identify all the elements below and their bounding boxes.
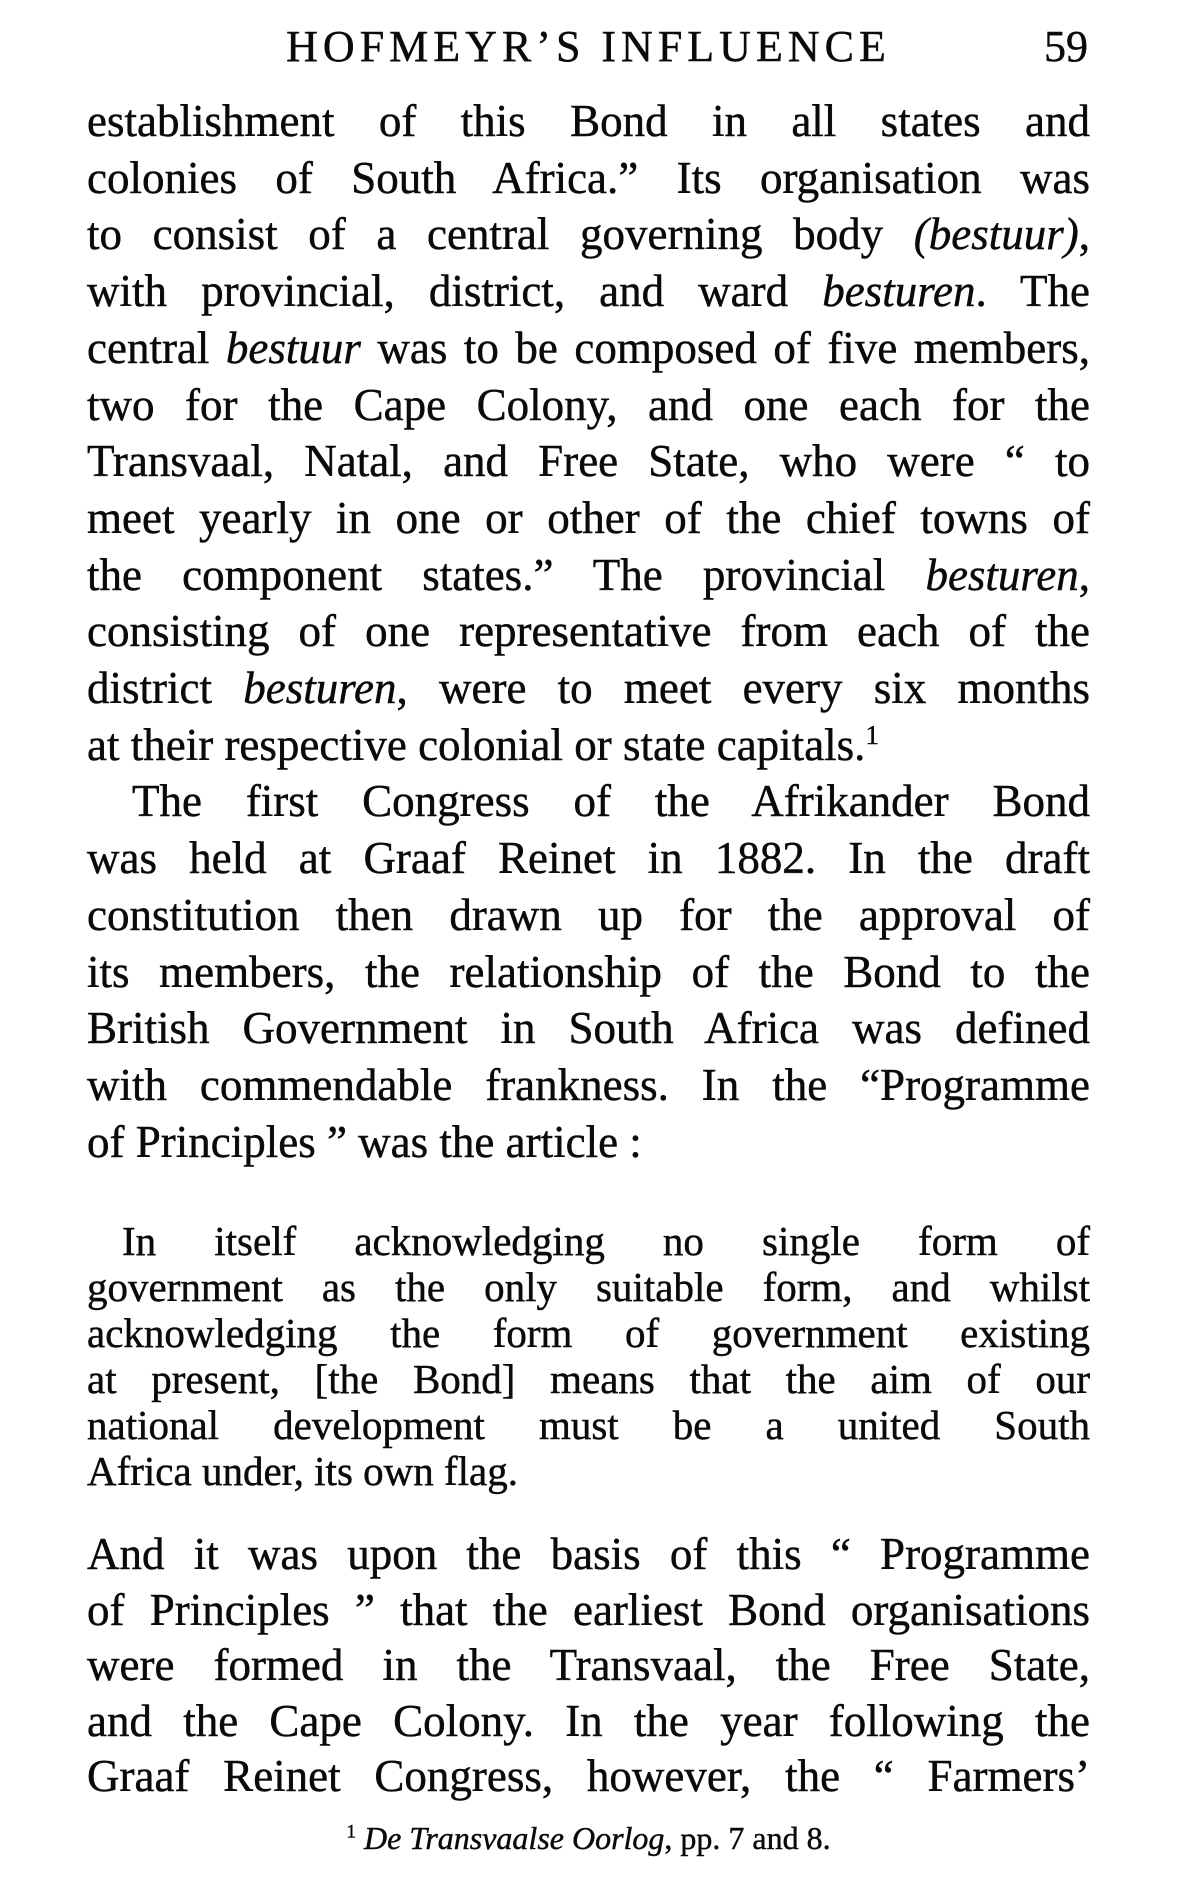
text-run: Graaf Reinet Congress, however, the “ Farmers’ [87,1751,1090,1801]
text-line [87,1402,1090,1448]
text-line [87,1218,1090,1264]
paragraph-bond-organisation [87,93,1090,1170]
italic-text: besturen [925,549,1079,600]
text-run: government as the only suitable form, and whilst [87,1264,1090,1310]
text-run: was to be composed of five members, [360,322,1090,373]
italic-text: besturen [822,266,976,317]
text-line [87,1448,1090,1494]
text-run: , [1078,209,1090,260]
text-run: at their respective colonial or state capitals. [87,719,866,770]
text-line [87,93,1090,150]
italic-text: besturen [243,663,397,714]
text-run: the component states.” The provincial [87,549,926,600]
text-line [87,1527,1090,1583]
text-line [87,1694,1090,1750]
text-run: The first Congress of the Afrikander Bond [132,776,1090,827]
italic-text: (bestuur) [913,209,1079,260]
text-run: of Principles ” was the article : [87,1116,642,1167]
text-run: . The [975,266,1090,317]
text-run: consisting of one representative from each of the [87,606,1090,657]
text-run: , were to meet every six months [396,663,1090,714]
text-run: central [87,322,226,373]
text-line [87,377,1090,434]
text-line [87,660,1090,717]
text-line [87,1000,1090,1057]
text-run: meet yearly in one or other of the chief towns of [87,492,1090,543]
italic-text: bestuur [225,322,361,373]
text-run: establishment of this Bond in all states and [87,96,1090,146]
paragraph-earliest-bond-organisations [87,1527,1090,1805]
text-run [356,1820,364,1856]
text-run: two for the Cape Colony, and one each for the [87,379,1090,430]
text-run: , [1078,549,1090,600]
text-run: was held at Graaf Reinet in 1882. In the draft [87,833,1090,884]
page-number: 59 [1044,22,1088,71]
text-line [87,1638,1090,1694]
text-run: were formed in the Transvaal, the Free State, [87,1640,1090,1690]
text-run: with provincial, district, and ward [87,266,823,317]
text-run: national development must be a united South [87,1402,1090,1448]
text-line [87,490,1090,547]
text-line [87,887,1090,944]
text-line [87,206,1090,263]
text-run: at present, [the Bond] means that the aim of our [87,1356,1090,1402]
footnote [87,1818,1090,1858]
text-line [87,1356,1090,1402]
text-line [87,717,1090,774]
text-run: of Principles ” that the earliest Bond organisations [87,1584,1090,1635]
text-line [87,1114,1090,1171]
text-line [87,773,1090,830]
text-run: Africa under, its own flag. [87,1448,519,1494]
running-header-title: HOFMEYR’S INFLUENCE [286,22,891,71]
text-line [87,1057,1090,1114]
text-line [87,547,1090,604]
block-quote-programme-of-principles [87,1218,1090,1494]
text-line [87,320,1090,377]
text-run: with commendable frankness. In the “Programme [87,1059,1090,1110]
running-header [87,24,1090,70]
text-line [87,150,1090,207]
text-run: In itself acknowledging no single form of [122,1218,1090,1264]
footnote-marker: 1 [865,719,879,750]
footnote-marker: 1 [346,1821,356,1843]
text-run: , pp. 7 and 8. [664,1820,831,1856]
text-run: acknowledging the form of government existing [87,1310,1090,1356]
text-run: constitution then drawn up for the approval of [87,889,1090,940]
text-run: colonies of South Africa.” Its organisation was [87,152,1090,203]
text-run: and the Cape Colony. In the year following the [87,1695,1090,1746]
text-line [87,944,1090,1001]
text-run: its members, the relationship of the Bond to the [87,946,1090,997]
text-line [87,830,1090,887]
text-line [87,1749,1090,1805]
italic-text: De Transvaalse Oorlog [363,1820,665,1856]
text-line [87,263,1090,320]
text-run: British Government in South Africa was defined [87,1003,1090,1054]
text-run: to consist of a central governing body [87,209,914,260]
text-line [87,433,1090,490]
text-run: Transvaal, Natal, and Free State, who were “ to [87,436,1090,487]
text-line [87,1310,1090,1356]
text-run: And it was upon the basis of this “ Programme [87,1529,1090,1579]
text-line [87,1264,1090,1310]
text-line [87,603,1090,660]
text-run: district [87,663,244,714]
text-line [87,1583,1090,1639]
